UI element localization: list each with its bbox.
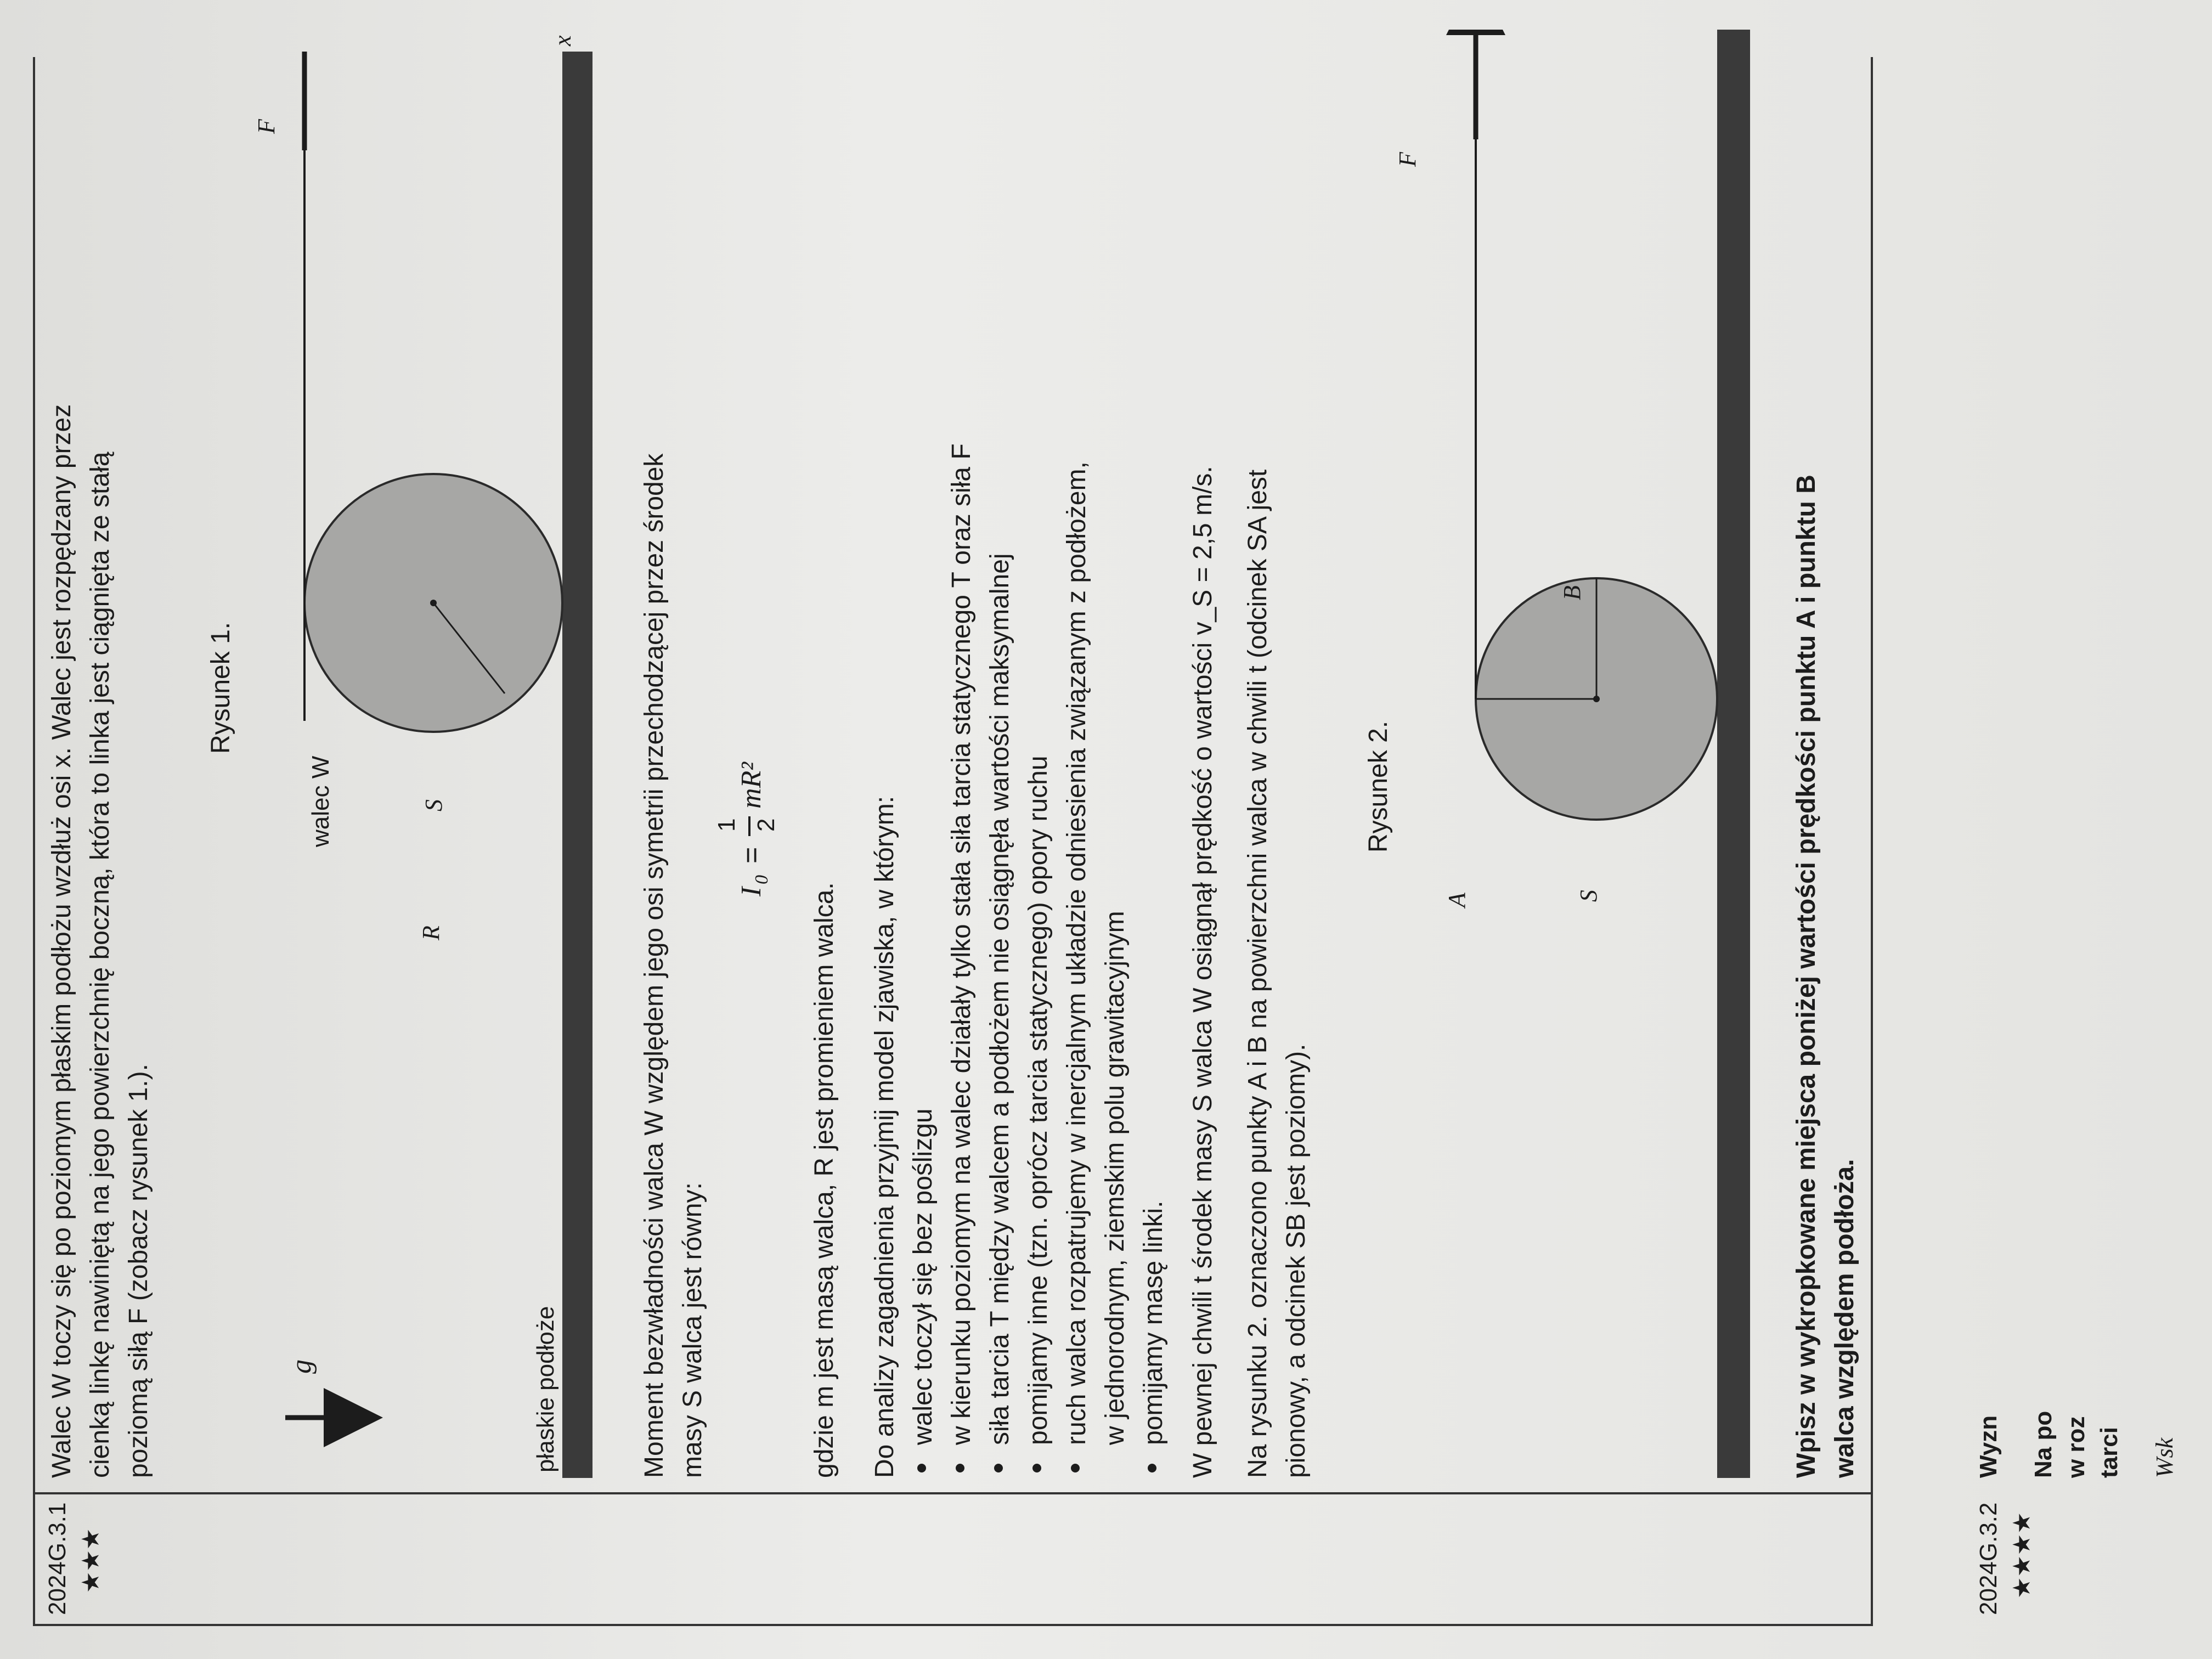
rys2-line-1: Na rysunku 2. oznaczono punkty A i B na powierzchni walca w chwili t (odcinek SA jest	[1243, 469, 1272, 1478]
bullet-1: walec toczył się bez poślizgu	[909, 1108, 938, 1445]
intro-line-3: poziomą siłą F (zobacz rysunek 1.).	[124, 1064, 153, 1478]
bullet-5-continuation: w jednorodnym, ziemskim polu grawitacyjnym	[1101, 911, 1130, 1445]
instruction-line-1: Wpisz w wykropkowane miejsca poniżej wartości prędkości punktu A i punktu B	[1792, 475, 1821, 1478]
bullet-dot-2	[956, 1464, 964, 1472]
bullet-dot-3	[994, 1464, 1003, 1472]
gravity-label: g	[286, 1359, 317, 1374]
model-intro: Do analizy zagadnienia przyjmij model zjawiska, w którym:	[870, 795, 899, 1478]
velocity-line: W pewnej chwili t środek masy S walca W osiągnął prędkość o wartości v_S = 2,5 m/s.	[1188, 466, 1217, 1478]
bullet-dot-1	[917, 1464, 926, 1472]
force-label-1: F	[253, 119, 280, 134]
formula-num: 1	[713, 818, 740, 832]
formula-sub: 0	[752, 875, 772, 884]
ground-label: płaskie podłoże	[532, 1306, 559, 1472]
formula-den: 2	[753, 818, 780, 832]
bullet-5: ruch walca rozpatrujemy w inercjalnym układzie odniesienia związanym z podłożem,	[1062, 461, 1091, 1445]
intro-line-2: cienką linkę nawiniętą na jego powierzchnię boczną, która to linka jest ciągnięta ze stałą	[86, 452, 115, 1478]
center-label-1: S	[420, 799, 447, 811]
side-task-line-3: tarci	[2096, 1427, 2123, 1478]
formula-eq: =	[736, 847, 768, 864]
side-task-code-1: 2024G.3.2	[1975, 1502, 2002, 1615]
figure1-caption: Rysunek 1.	[206, 622, 235, 754]
ground-bar-2	[1717, 30, 1750, 1478]
side-task-stars-1: ★★★★	[2008, 1512, 2035, 1599]
center-S-dot-2	[1593, 696, 1600, 702]
rys2-line-2: pionowy, a odcinek SB jest poziomy).	[1282, 1043, 1311, 1478]
formula-rhs: mR²	[736, 762, 767, 809]
task-code-main: 2024G.3.1	[44, 1502, 71, 1615]
frame-top	[33, 57, 35, 1626]
x-axis-label-1: x	[549, 35, 576, 46]
bullet-4: pomijamy inne (tzn. oprócz tarcia statycznego) opory ruchu	[1024, 755, 1053, 1445]
side-task-line-2: w roz	[2063, 1416, 2090, 1478]
force-label-2: F	[1394, 152, 1421, 167]
bullet-dot-5	[1071, 1464, 1080, 1472]
side-task-line-1: Na po	[2030, 1410, 2057, 1478]
task-stars-main: ★★★	[77, 1528, 104, 1593]
point-B-label: B	[1559, 585, 1585, 600]
bullet-dot-6	[1148, 1464, 1156, 1472]
bullet-3: siła tarcia T między walcem a podłożem nie osiągnęła wartości maksymalnej	[985, 553, 1014, 1445]
radius-label: R	[417, 926, 444, 940]
center-S-dot	[430, 600, 437, 606]
cylinder-label: walec W	[307, 755, 334, 847]
formula-lhs: I	[736, 887, 767, 896]
point-A-label: A	[1443, 893, 1470, 907]
moment-line-2: masy S walca jest równy:	[678, 1182, 707, 1478]
where-line: gdzie m jest masą walca, R jest promieniem walca.	[810, 882, 839, 1478]
ground-bar	[562, 52, 592, 1478]
moment-line-1: Moment bezwładności walca W względem jego osi symetrii przechodzącej przez środek	[640, 453, 669, 1478]
side-hint-1: Wsk	[2151, 1437, 2178, 1478]
intro-line-1: Walec W toczy się po poziomym płaskim podłożu wzdłuż osi x. Walec jest rozpędzany przez	[47, 404, 76, 1478]
side-task-heading: Wyzn	[1975, 1415, 2002, 1478]
formula-bar	[748, 816, 751, 836]
figure2-diagram	[1410, 30, 1794, 1478]
center-label-2: S	[1575, 890, 1602, 902]
frame-col-divider	[33, 1492, 1871, 1494]
bullet-dot-4	[1032, 1464, 1041, 1472]
frame-row-divider	[1871, 57, 1873, 1626]
figure2-caption: Rysunek 2.	[1364, 720, 1393, 853]
bullet-6: pomijamy masę linki.	[1139, 1200, 1168, 1445]
instruction-line-2: walca względem podłoża.	[1830, 1159, 1859, 1478]
bullet-2: w kierunku poziomym na walec działały tylko stała siła tarcia statycznego T oraz siła F	[947, 443, 976, 1445]
frame-left	[33, 1624, 1871, 1626]
